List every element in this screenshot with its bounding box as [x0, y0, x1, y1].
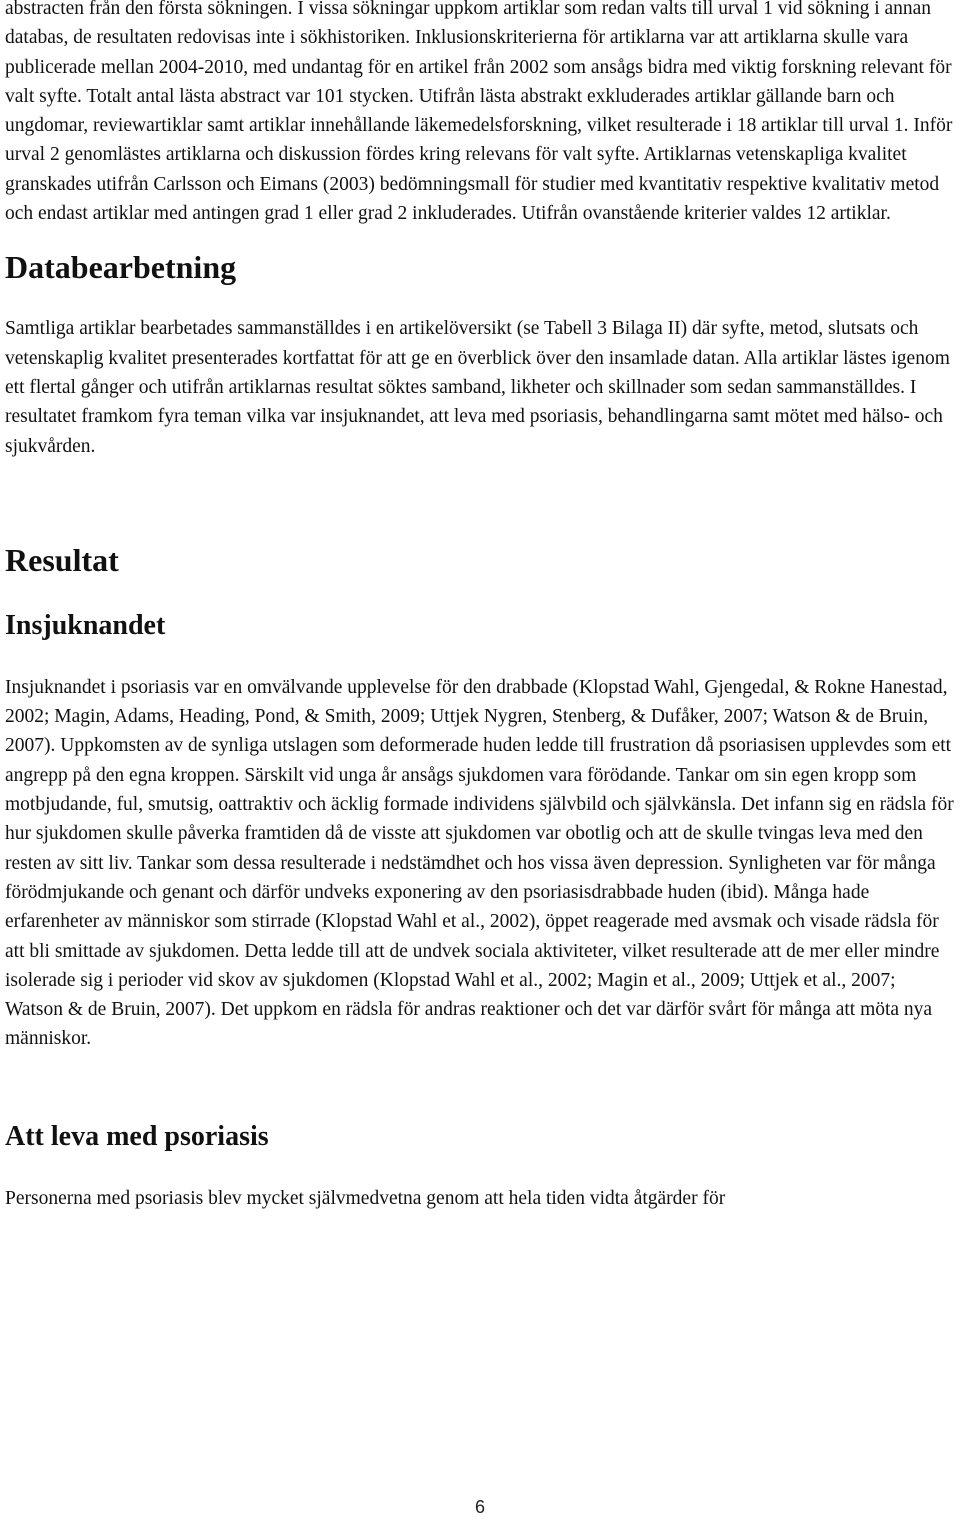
heading-resultat: Resultat: [5, 541, 119, 578]
heading-insjuknandet: Insjuknandet: [5, 609, 166, 641]
paragraph-att-leva-med-psoriasis: Personerna med psoriasis blev mycket självmedvetna genom att hela tiden vidta åtgärder för: [5, 1187, 726, 1209]
paragraph-databearbetning: Samtliga artiklar bearbetades sammanställdes i en artikelöversikt (se Tabell 3 Bilaga II) där syfte, metod, slutsats och vetenskaplig kvalitet presenterades kortfattat för att ge en överblick över den insamlade datan. Alla artiklar lästes igenom ett flertal gånger och utifrån artiklarnas resultat söktes samband, likheter och skillnader som sedan sammanställdes. I resultatet framkom fyra teman vilka var insjuknandet, att leva med psoriasis, behandlingarna samt mötet med hälso- och sjukvården.: [5, 318, 950, 457]
paragraph-sokning-urval: abstracten från den första sökningen. I vissa sökningar uppkom artiklar som redan valts till urval 1 vid sökning i annan databas, de resultaten redovisas inte i sökhistoriken. Inklusionskriterierna för artiklarna var att artiklarna skulle vara publicerade mellan 2004-2010, med undantag för en artikel från 2002 som ansågs bidra med viktig forskning relevant för valt syfte. Totalt antal lästa abstract var 101 stycken. Utifrån lästa abstrakt exkluderades artiklar gällande barn och ungdomar, reviewartiklar samt artiklar innehållande läkemedelsforskning, vilket resulterade i 18 artiklar till urval 1. Inför urval 2 genomlästes artiklarna och diskussion fördes kring relevans för valt syfte. Artiklarnas vetenskapliga kvalitet granskades utifrån Carlsson och Eimans (2003) bedömningsmall för studier med kvantitativ respektive kvalitativ metod och endast artiklar med antingen grad 1 eller grad 2 inkluderades. Utifrån ovanstående kriterier valdes 12 artiklar.: [5, 0, 953, 225]
document-page: [5, 0, 955, 1213]
page-number: 6: [474, 1497, 485, 1517]
paragraph-insjuknandet: Insjuknandet i psoriasis var en omvälvande upplevelse för den drabbade (Klopstad Wahl, Gjengedal, & Rokne Hanestad, 2002; Magin, Adams, Heading, Pond, & Smith, 2009; Uttjek Nygren, Stenberg, & Dufåker, 2007; Watson & de Bruin, 2007). Uppkomsten av de synliga utslagen som deformerade huden ledde till frustration då psoriasisen upplevdes som ett angrepp på den egna kroppen. Särskilt vid unga år ansågs sjukdomen vara förödande. Tankar om sin egen kropp som motbjudande, ful, smutsig, oattraktiv och äcklig formade individens självbild och självkänsla. Det infann sig en rädsla för hur sjukdomen skulle påverka framtiden då de visste att sjukdomen var obotlig och att de skulle tvingas leva med den resten av sitt liv. Tankar som dessa resulterade i nedstämdhet och hos vissa även depression. Synligheten var för många förödmjukande och genant och därför undveks exponering av den psoriasisdrabbade huden (ibid). Många hade erfarenheter av människor som stirrade (Klopstad Wahl et al., 2002), öppet reagerade med avsmak och visade rädsla för att bli smittade av sjukdomen. Detta ledde till att de undvek sociala aktiviteter, vilket resulterade att de mer eller mindre isolerade sig i perioder vid skov av sjukdomen (Klopstad Wahl et al., 2002; Magin et al., 2009; Uttjek et al., 2007; Watson & de Bruin, 2007). Det uppkom en rädsla för andras reaktioner och det var därför svårt för många att möta nya människor.: [5, 676, 954, 1050]
heading-databearbetning: Databearbetning: [5, 249, 237, 286]
heading-att-leva-med-psoriasis: Att leva med psoriasis: [5, 1120, 269, 1152]
